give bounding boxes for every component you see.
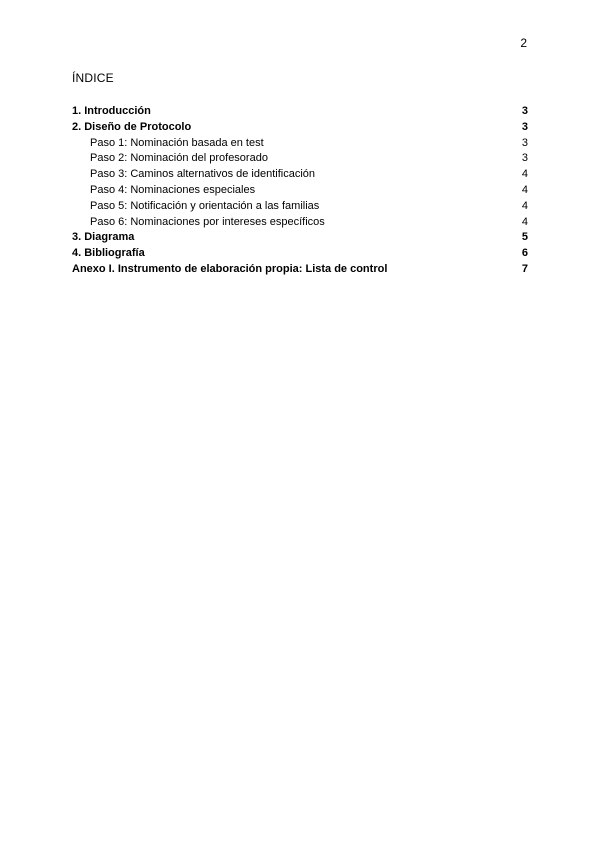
toc-entry-page: 3	[521, 105, 528, 117]
page-number: 2	[520, 36, 527, 50]
toc-heading: ÍNDICE	[72, 71, 114, 85]
toc-entry-page: 7	[521, 262, 528, 275]
toc-entry-paso-4[interactable]	[72, 183, 528, 199]
toc-entry-title: Paso 4: Nominaciones especiales	[90, 183, 256, 196]
toc-entry-title: Paso 3: Caminos alternativos de identificación	[90, 168, 316, 181]
toc-entry-title: Paso 2: Nominación del profesorado	[90, 152, 268, 165]
toc-entry-page: 3	[521, 120, 528, 133]
toc-entry-page: 4	[521, 168, 528, 181]
toc-entry-page: 6	[521, 247, 528, 260]
toc-entry-title: Anexo I. Instrumento de elaboración propia: Lista de control	[72, 262, 388, 275]
toc-entry-title: Paso 1: Nominación basada en test	[90, 136, 264, 149]
toc-entry-diagrama[interactable]	[72, 230, 528, 246]
toc-entry-page: 4	[521, 199, 528, 212]
toc-entry-paso-3[interactable]	[72, 167, 528, 183]
toc-entry-title: 2. Diseño de Protocolo	[72, 120, 192, 133]
toc-entry-title: Paso 6: Nominaciones por intereses específicos	[90, 215, 325, 228]
toc-entry-anexo-1[interactable]	[72, 262, 528, 278]
table-of-contents	[72, 104, 528, 278]
toc-entry-page: 3	[521, 136, 528, 149]
toc-entry-page: 3	[521, 152, 528, 165]
toc-entry-page: 4	[521, 215, 528, 228]
toc-entry-title: 1. Introducción	[72, 105, 151, 117]
toc-entry-page: 4	[521, 183, 528, 196]
toc-entry-title: Paso 5: Notificación y orientación a las familias	[90, 199, 320, 212]
toc-entry-bibliografia[interactable]	[72, 246, 528, 262]
toc-entry-paso-6[interactable]	[72, 215, 528, 231]
toc-entry-paso-5[interactable]	[72, 199, 528, 215]
toc-entry-page: 5	[521, 231, 528, 244]
toc-entry-diseno-protocolo[interactable]	[72, 120, 528, 136]
toc-entry-title: 4. Bibliografía	[72, 247, 145, 260]
toc-entry-introduccion[interactable]	[72, 104, 528, 120]
toc-entry-paso-1[interactable]	[72, 136, 528, 152]
toc-entry-paso-2[interactable]	[72, 151, 528, 167]
toc-entry-title: 3. Diagrama	[72, 231, 135, 244]
